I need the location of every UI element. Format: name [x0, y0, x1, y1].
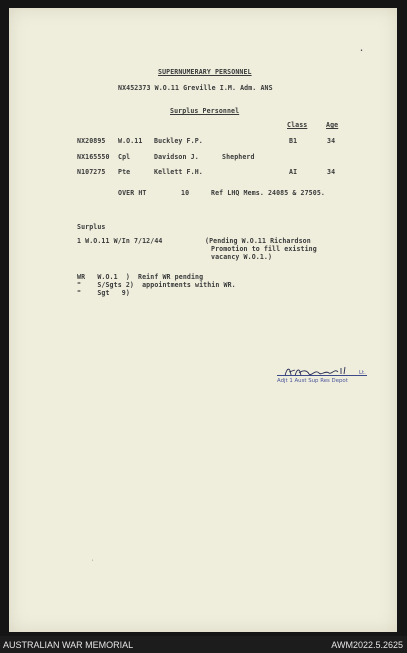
personnel-age: 34	[327, 168, 336, 176]
personnel-rank: W.O.11	[118, 137, 143, 145]
wr-line: " Sgt 9)	[77, 289, 130, 297]
personnel-rank: Pte	[118, 168, 131, 176]
personnel-note: Shepherd	[222, 153, 255, 161]
personnel-id: NX165550	[77, 153, 110, 161]
class-header: Class	[287, 121, 308, 129]
age-header: Age	[326, 121, 339, 129]
pending-line: (Pending W.O.11 Richardson	[205, 237, 311, 245]
personnel-class: AI	[289, 168, 298, 176]
wr-line: WR W.O.1 ) Reinf WR pending	[77, 273, 204, 281]
footer-bar	[0, 636, 407, 653]
personnel-name: Kellett F.H.	[154, 168, 203, 176]
document-title: SUPERNUMERARY PERSONNEL	[158, 68, 252, 76]
surplus-line: 1 W.O.11 W/In 7/12/44	[77, 237, 163, 245]
pending-line: vacancy W.O.1.)	[211, 253, 273, 261]
personnel-name: Davidson J.	[154, 153, 199, 161]
footer-accession: AWM2022.5.2625	[331, 640, 403, 650]
footer-source: AUSTRALIAN WAR MEMORIAL	[3, 640, 134, 650]
head-line: NX452373 W.O.11 Greville I.M. Adm. ANS	[118, 84, 273, 92]
surplus-heading: Surplus	[77, 223, 106, 231]
personnel-name: Buckley F.P.	[154, 137, 203, 145]
paper-mark: ·	[91, 558, 95, 564]
over-ht-label: OVER HT	[118, 189, 147, 197]
reference-line: Ref LHQ Mems. 24085 & 27505.	[211, 189, 325, 197]
wr-line: " S/Sgts 2) appointments within WR.	[77, 281, 236, 289]
personnel-class: B1	[289, 137, 298, 145]
section-subtitle: Surplus Personnel	[170, 107, 240, 115]
paper-mark: •	[360, 48, 364, 54]
pending-line: Promotion to fill existing	[211, 245, 317, 253]
signature-rule	[277, 375, 367, 376]
document-page	[9, 8, 397, 632]
personnel-id: N107275	[77, 168, 106, 176]
personnel-rank: Cpl	[118, 153, 131, 161]
stamp-text: Adjt 1 Aust Sup Res Depot	[277, 378, 348, 384]
personnel-age: 34	[327, 137, 336, 145]
stamp-rank: Lt.	[359, 370, 366, 376]
personnel-id: NX20895	[77, 137, 106, 145]
over-ht-value: 10	[181, 189, 190, 197]
